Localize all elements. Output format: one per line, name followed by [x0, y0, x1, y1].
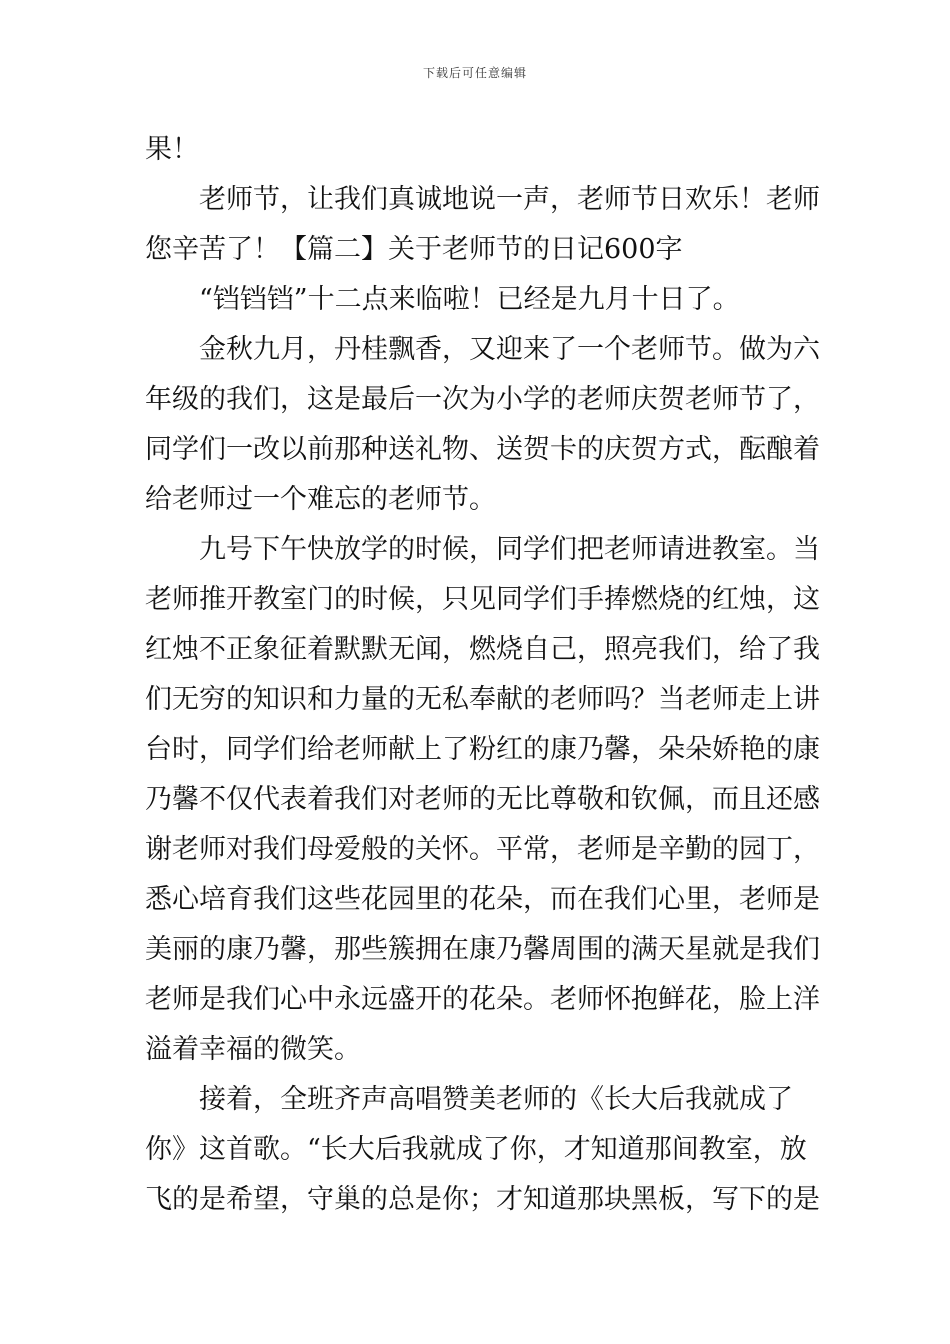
text-line: 你》这首歌。“长大后我就成了你，才知道那间教室，放	[145, 1134, 807, 1165]
paragraph	[145, 1075, 820, 1225]
text-line: 悉心培育我们这些花园里的花朵，而在我们心里，老师是	[145, 884, 820, 915]
text-line: 老师节，让我们真诚地说一声，老师节日欢乐！老师	[199, 184, 820, 215]
text-line: 溢着幸福的微笑。	[145, 1034, 361, 1065]
text-line: 们无穷的知识和力量的无私奉献的老师吗？当老师走上讲	[145, 684, 820, 715]
text-line: 同学们一改以前那种送礼物、送贺卡的庆贺方式，酝酿着	[145, 434, 820, 465]
text-line: 金秋九月，丹桂飘香，又迎来了一个老师节。做为六	[199, 334, 820, 365]
page-header: 下载后可任意编辑	[422, 66, 527, 80]
text-line: 果！	[145, 134, 199, 165]
text-line: “铛铛铛”十二点来临啦！已经是九月十日了。	[199, 284, 740, 315]
text-line: 乃馨不仅代表着我们对老师的无比尊敬和钦佩，而且还感	[145, 784, 820, 815]
paragraph	[145, 275, 810, 325]
paragraph	[145, 175, 820, 275]
text-line: 九号下午快放学的时候，同学们把老师请进教室。当	[199, 534, 820, 565]
text-line: 谢老师对我们母爱般的关怀。平常，老师是辛勤的园丁，	[145, 834, 820, 865]
paragraph	[145, 125, 810, 175]
paragraph	[145, 525, 820, 1075]
text-line: 台时，同学们给老师献上了粉红的康乃馨，朵朵娇艳的康	[145, 734, 820, 765]
text-line: 飞的是希望，守巢的总是你；才知道那块黑板，写下的是	[145, 1184, 820, 1215]
text-line: 老师推开教室门的时候，只见同学们手捧燃烧的红烛，这	[145, 584, 820, 615]
text-line: 您辛苦了！【篇二】关于老师节的日记600字	[145, 234, 683, 265]
text-line: 年级的我们，这是最后一次为小学的老师庆贺老师节了，	[145, 384, 820, 415]
text-line: 给老师过一个难忘的老师节。	[145, 484, 496, 515]
document-body	[145, 125, 820, 1225]
text-line: 老师是我们心中永远盛开的花朵。老师怀抱鲜花，脸上洋	[145, 984, 820, 1015]
text-line: 美丽的康乃馨，那些簇拥在康乃馨周围的满天星就是我们	[145, 934, 820, 965]
text-line: 接着，全班齐声高唱赞美老师的《长大后我就成了	[199, 1084, 793, 1115]
text-line: 红烛不正象征着默默无闻，燃烧自己，照亮我们，给了我	[145, 634, 820, 665]
paragraph	[145, 325, 820, 525]
